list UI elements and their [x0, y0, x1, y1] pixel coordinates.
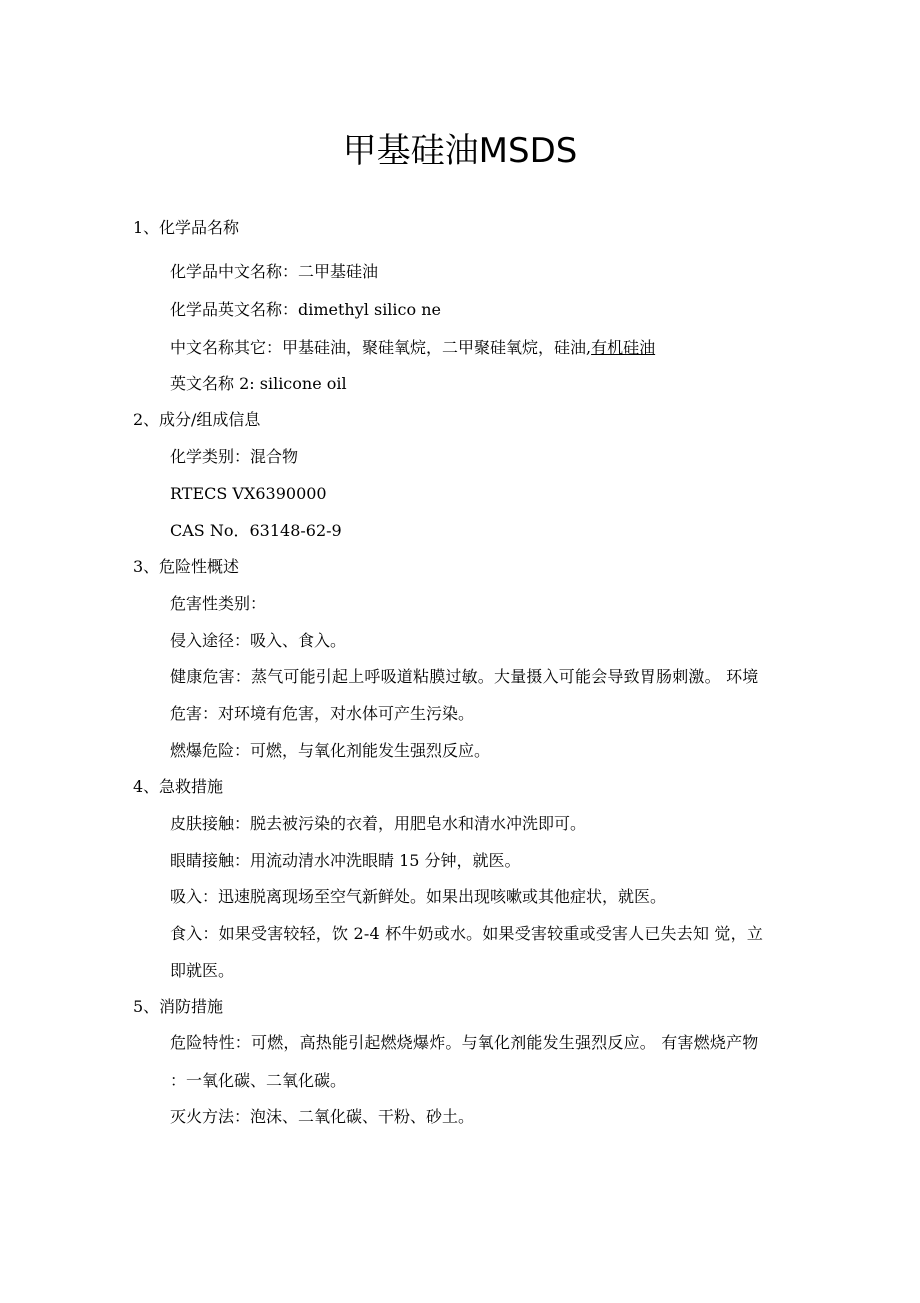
other-chinese-names-text: 中文名称其它：甲基硅油，聚硅氧烷，二甲聚硅氧烷，硅油, — [170, 338, 592, 357]
section-number: 2、 — [133, 410, 160, 429]
document-title: 甲基硅油MSDS — [342, 131, 578, 171]
skin-contact-line: 皮肤接触：脱去被污染的衣着，用肥皂水和清水冲洗即可。 — [170, 814, 587, 833]
hazard-category-line: 危害性类别： — [170, 594, 267, 613]
cas-number-line: CAS No．63148-62-9 — [170, 521, 342, 540]
english-name-line: 化学品英文名称：dimethyl silico ne — [170, 300, 441, 319]
section-number: 5、 — [133, 997, 160, 1016]
section-heading-text: 急救措施 — [159, 777, 224, 796]
section-heading-text: 化学品名称 — [159, 218, 240, 237]
section-heading-hazards — [133, 556, 239, 578]
chemical-category-line: 化学类别：混合物 — [170, 447, 299, 466]
ingestion-continued-line: 即就医。 — [170, 961, 235, 980]
section-number: 4、 — [133, 777, 160, 796]
section-number: 1、 — [133, 218, 160, 237]
other-chinese-names-line — [170, 337, 655, 359]
eye-contact-line: 眼睛接触：用流动清水冲洗眼睛 15 分钟，就医。 — [170, 851, 521, 870]
fire-explosion-hazard-line: 燃爆危险：可燃，与氧化剂能发生强烈反应。 — [170, 741, 491, 760]
rtecs-line: RTECS VX6390000 — [170, 484, 327, 503]
english-name-2-line: 英文名称 2: silicone oil — [170, 374, 347, 393]
section-heading-text: 消防措施 — [159, 997, 224, 1016]
combustion-products-line: ：一氧化碳、二氧化碳。 — [170, 1071, 347, 1090]
chinese-name-line: 化学品中文名称：二甲基硅油 — [170, 262, 379, 281]
extinguishing-method-line: 灭火方法：泡沫、二氧化碳、干粉、砂土。 — [170, 1107, 475, 1126]
section-heading-text: 危险性概述 — [159, 557, 240, 576]
section-heading-first-aid — [133, 776, 223, 798]
exposure-route-line: 侵入途径：吸入、食入。 — [170, 631, 347, 650]
section-heading-composition — [133, 409, 260, 431]
fire-hazard-characteristics-line: 危险特性：可燃，高热能引起燃烧爆炸。与氧化剂能发生强烈反应。 有害燃烧产物 — [170, 1033, 759, 1052]
ingestion-line: 食入：如果受害较轻，饮 2-4 杯牛奶或水。如果受害较重或受害人已失去知 觉，立 — [170, 924, 764, 943]
section-heading-firefighting — [133, 996, 223, 1018]
section-heading-chemical-name — [133, 217, 239, 239]
environmental-hazard-line: 危害：对环境有危害，对水体可产生污染。 — [170, 704, 475, 723]
section-number: 3、 — [133, 557, 160, 576]
underlined-name-text: 有机硅油 — [591, 338, 656, 357]
section-heading-text: 成分/组成信息 — [159, 410, 261, 429]
inhalation-line: 吸入：迅速脱离现场至空气新鲜处。如果出现咳嗽或其他症状，就医。 — [170, 887, 667, 906]
health-hazard-line: 健康危害：蒸气可能引起上呼吸道粘膜过敏。大量摄入可能会导致胃肠刺激。 环境 — [170, 667, 759, 686]
